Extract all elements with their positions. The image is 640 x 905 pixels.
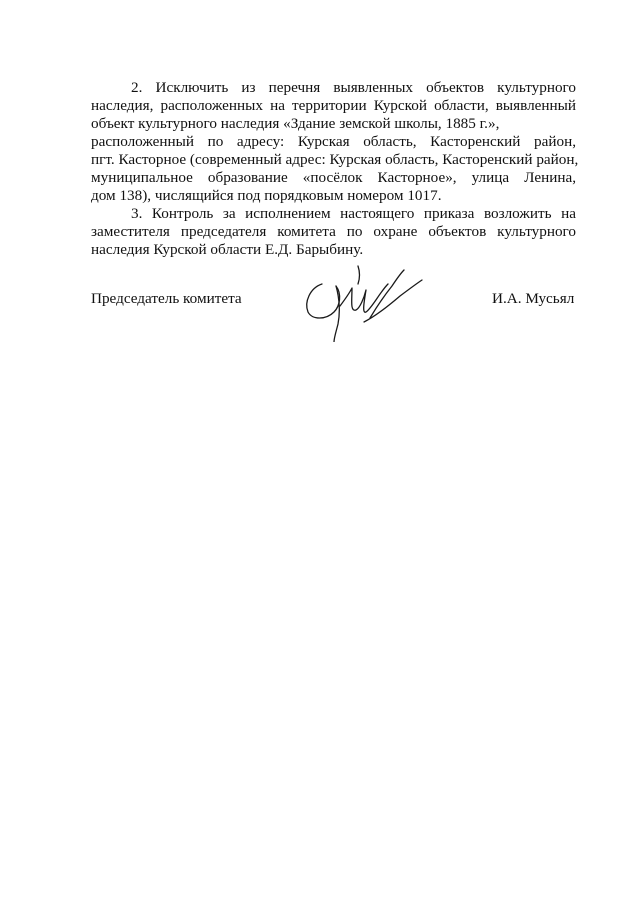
item2-line-3: объект культурного наследия «Здание земской школы, 1885 г.», [91, 115, 500, 132]
item2-line-2: наследия, расположенных на территории Курской области, выявленный [91, 97, 576, 114]
item2-line-1: 2. Исключить из перечня выявленных объектов культурного [131, 79, 576, 96]
signatory-title: Председатель комитета [91, 290, 242, 307]
signatory-name: И.А. Мусьял [492, 290, 575, 307]
item3-line-3: наследия Курской области Е.Д. Барыбину. [91, 241, 364, 258]
handwritten-signature [300, 262, 424, 342]
item3-line-2: заместителя председателя комитета по охране объектов культурного [91, 223, 576, 240]
item3-line-1: 3. Контроль за исполнением настоящего приказа возложить на [131, 205, 576, 222]
item2-line-6: муниципальное образование «посёлок Касторное», улица Ленина, [91, 169, 576, 186]
item2-line-7: дом 138), числящийся под порядковым номером 1017. [91, 187, 442, 204]
item2-line-4: расположенный по адресу: Курская область, Касторенский район, [91, 133, 576, 150]
item2-line-5: пгт. Касторное (современный адрес: Курская область, Касторенский район, [91, 151, 579, 168]
